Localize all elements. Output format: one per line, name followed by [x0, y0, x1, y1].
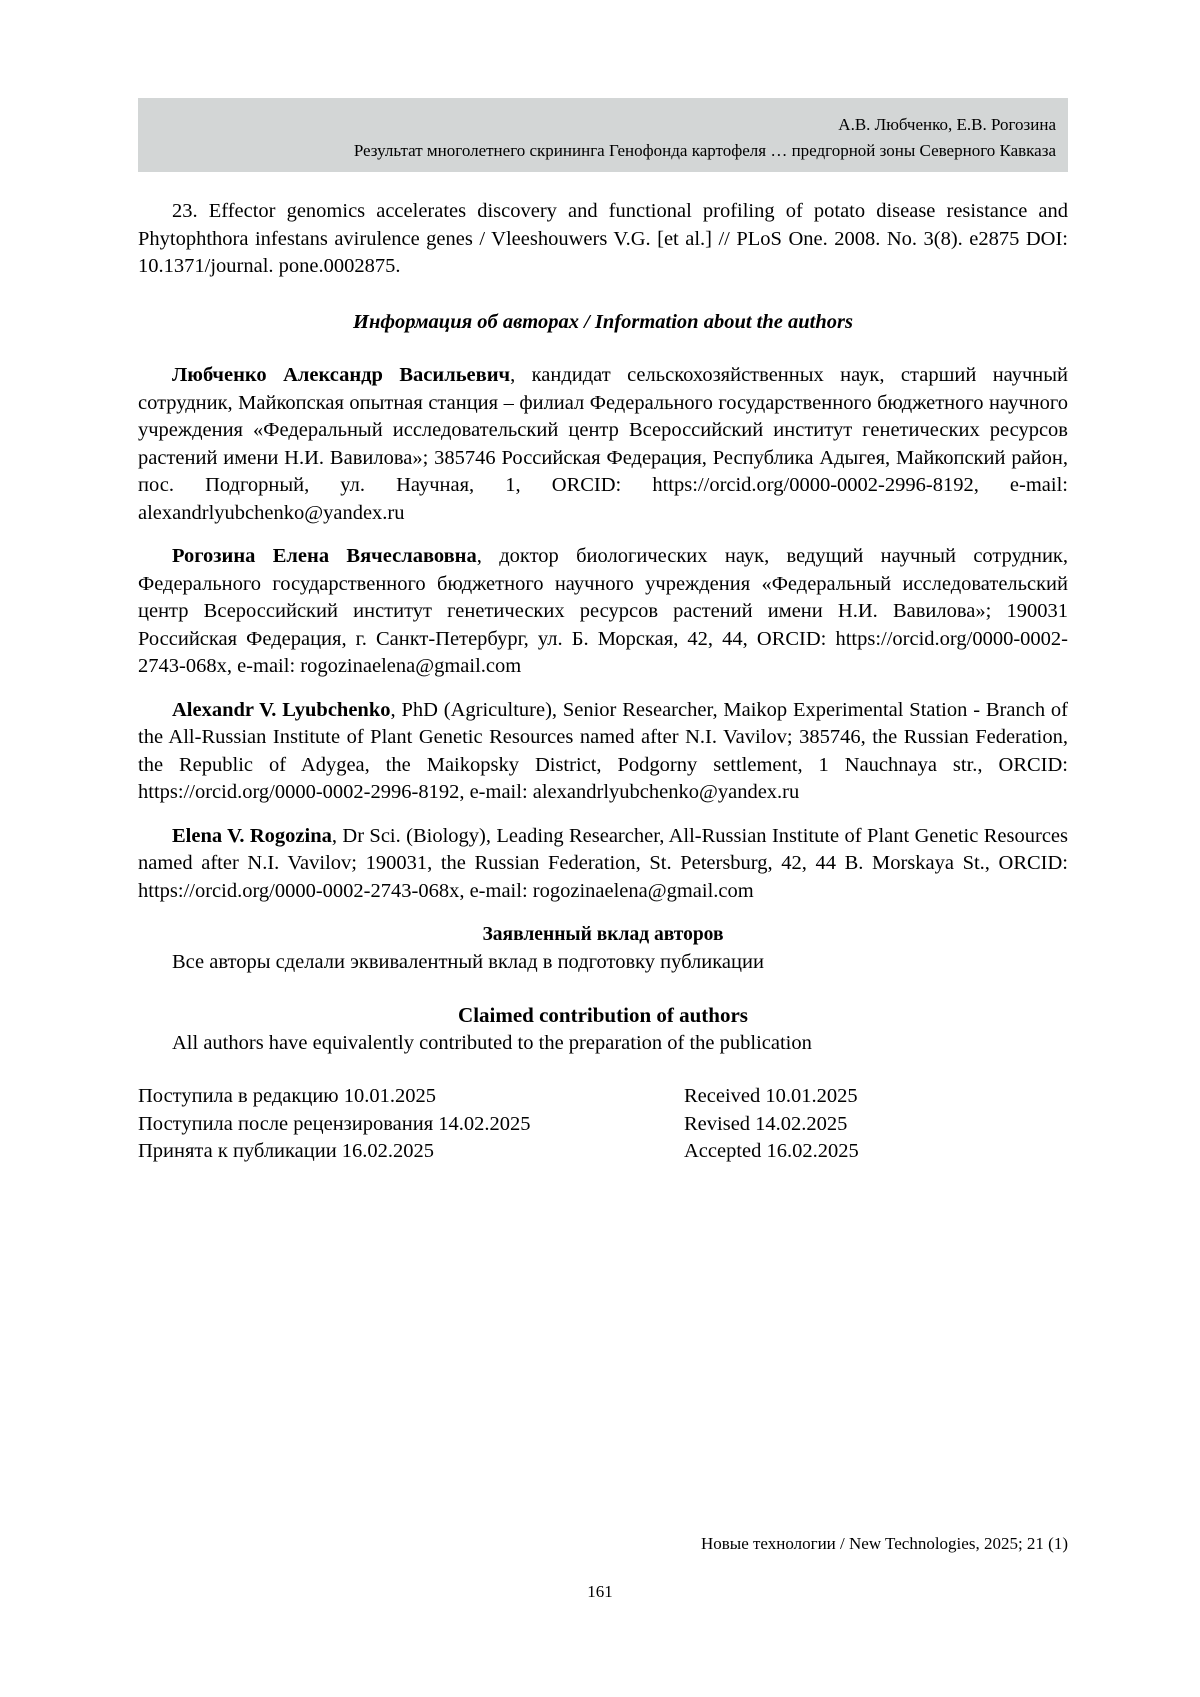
date-revised-ru: Поступила после рецензирования 14.02.2025 [138, 1112, 531, 1135]
author-info-1 [138, 362, 1068, 527]
contribution-ru-text: Все авторы сделали эквивалентный вклад в подготовку публикации [172, 950, 764, 973]
date-received-ru: Поступила в редакцию 10.01.2025 [138, 1085, 437, 1107]
author-details: , доктор биологических наук, ведущий научный сотрудник, Федерального государственного бюджетного научного учреждения «Федеральный исследовательский центр Всероссийский институт генетических ресурсов растений имени Н.И. Вавилова»; 190031 Российская Федерация, г. Санкт-Петербург, ул. Б. Морская, 42, 44, ORCID: https://orcid.org/0000-0002-2743-068x, e-mail: rogozinaelena@gmail.com [138, 545, 1068, 677]
date-accepted-en: Accepted 16.02.2025 [684, 1140, 859, 1162]
author-info-2 [138, 543, 1068, 681]
author-details: , PhD (Agriculture), Senior Researcher, Maikop Experimental Station - Branch of the All-Russian Institute of Plant Genetic Resources named after N.I. Vavilov; 385746, the Russian Federation, the Republic of Adygea, the Maikopsky District, Podgorny settlement, 1 Nauchnaya str., ORCID: https://orcid.org/0000-0002-2996-8192, e-mail: alexandrlyubchenko@yandex.ru [138, 698, 1068, 803]
running-header [138, 98, 1068, 172]
author-details: , Dr Sci. (Biology), Leading Researcher, All-Russian Institute of Plant Genetic Resources named after N.I. Vavilov; 190031, the Russian Federation, St. Petersburg, 42, 44 B. Morskaya St., ORCID: https://orcid.org/0000-0002-2743-068x, e-mail: rogozinaelena@gmail.com [138, 824, 1068, 902]
date-received-en: Received 10.01.2025 [684, 1085, 858, 1107]
contribution-en-title: Claimed contribution of authors [458, 1003, 748, 1027]
author-name: Elena V. Rogozina [172, 824, 332, 847]
date-accepted-ru: Принята к публикации 16.02.2025 [138, 1140, 435, 1162]
header-title: Результат многолетнего скрининга Генофонда картофеля … предгорной зоны Северного Кавказа [353, 141, 1056, 160]
author-info-3 [138, 697, 1068, 807]
contribution-en-text: All authors have equivalently contributed to the preparation of the publication [172, 1031, 812, 1054]
dates-en-column [684, 1083, 1068, 1166]
contribution-ru-title: Заявленный вклад авторов [482, 924, 724, 945]
dates-ru-column [138, 1083, 684, 1166]
page-content [138, 198, 1068, 1166]
author-name: Рогозина Елена Вячеславовна [172, 545, 477, 567]
article-dates [138, 1083, 1068, 1166]
author-info-4 [138, 823, 1068, 906]
authors-section-title: Информация об авторах / Information about the authors [353, 310, 853, 333]
page-number: 161 [587, 1582, 613, 1601]
date-revised-en: Revised 14.02.2025 [684, 1112, 848, 1135]
footer-journal: Новые технологии / New Technologies, 2025; 21 (1) [700, 1534, 1068, 1553]
author-name: Alexandr V. Lyubchenko [172, 698, 391, 721]
author-name: Любченко Александр Васильевич [172, 364, 511, 386]
header-authors: А.В. Любченко, Е.В. Рогозина [838, 115, 1056, 134]
author-details: , кандидат сельскохозяйственных наук, старший научный сотрудник, Майкопская опытная станция – филиал Федерального государственного бюджетного научного учреждения «Федеральный исследовательский центр Всероссийский институт генетических ресурсов растений имени Н.И. Вавилова»; 385746 Российская Федерация, Республика Адыгея, Майкопский район, пос. Подгорный, ул. Научная, 1, ORCID: https://orcid.org/0000-0002-2996-8192, e-mail: alexandrlyubchenko@yandex.ru [138, 364, 1068, 524]
reference-23: 23. Effector genomics accelerates discovery and functional profiling of potato disease resistance and Phytophthora infestans avirulence genes / Vleeshouwers V.G. [et al.] // PLoS One. 2008. No. 3(8). e2875 DOI: 10.1371/journal. pone.0002875. [138, 200, 1068, 277]
